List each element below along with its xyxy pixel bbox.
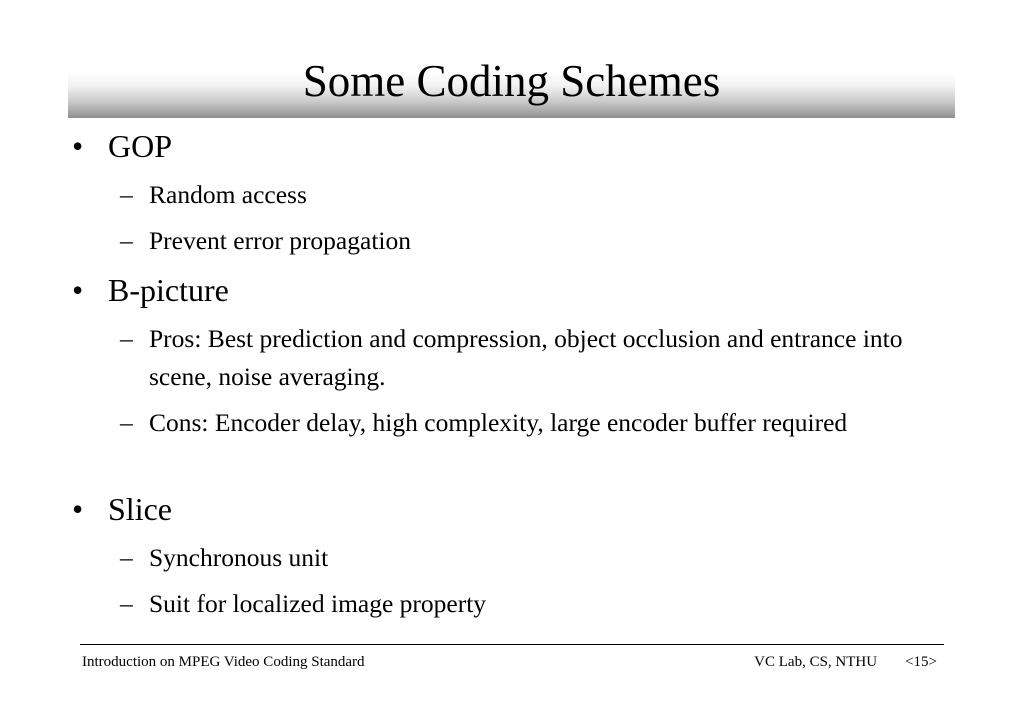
footer-right (754, 653, 937, 671)
sub-bullet-cons (120, 404, 920, 442)
sub-bullet-text: Suit for localized image property (149, 589, 487, 618)
dash-mark: – (120, 543, 133, 572)
dash-mark: – (120, 226, 133, 255)
slide-title: Some Coding Schemes (302, 56, 721, 106)
bullet-text: Slice (108, 491, 172, 527)
sub-bullet-text: Pros: Best prediction and compression, object occlusion and entrance into scene, noise averaging. (149, 324, 903, 391)
dash-mark: – (120, 589, 133, 618)
sub-bullet-text: Prevent error propagation (149, 226, 411, 255)
bullet-mark: • (72, 491, 84, 527)
dash-mark: – (120, 324, 133, 353)
sub-bullet-localized-image (120, 585, 920, 623)
footer-course-title: Introduction on MPEG Video Coding Standard (82, 654, 365, 670)
sub-bullet-prevent-error (120, 222, 920, 260)
bullet-text: GOP (108, 128, 173, 164)
footer-lab-name: VC Lab, CS, NTHU (754, 654, 878, 670)
sub-bullet-text: Synchronous unit (149, 543, 329, 572)
bullet-b-picture (72, 272, 229, 308)
sub-bullet-text: Random access (149, 180, 307, 209)
sub-bullet-synchronous-unit (120, 539, 920, 577)
dash-mark: – (120, 180, 133, 209)
sub-bullet-text: Cons: Encoder delay, high complexity, large encoder buffer required (149, 408, 848, 437)
page-number: <15> (905, 654, 937, 670)
bullet-text: B-picture (108, 272, 229, 308)
bullet-gop (72, 128, 172, 164)
sub-bullet-random-access (120, 176, 920, 214)
dash-mark: – (120, 408, 133, 437)
bullet-mark: • (72, 128, 84, 164)
sub-bullet-pros (120, 320, 920, 396)
bullet-mark: • (72, 272, 84, 308)
footer-divider (80, 644, 944, 645)
bullet-slice (72, 491, 172, 527)
